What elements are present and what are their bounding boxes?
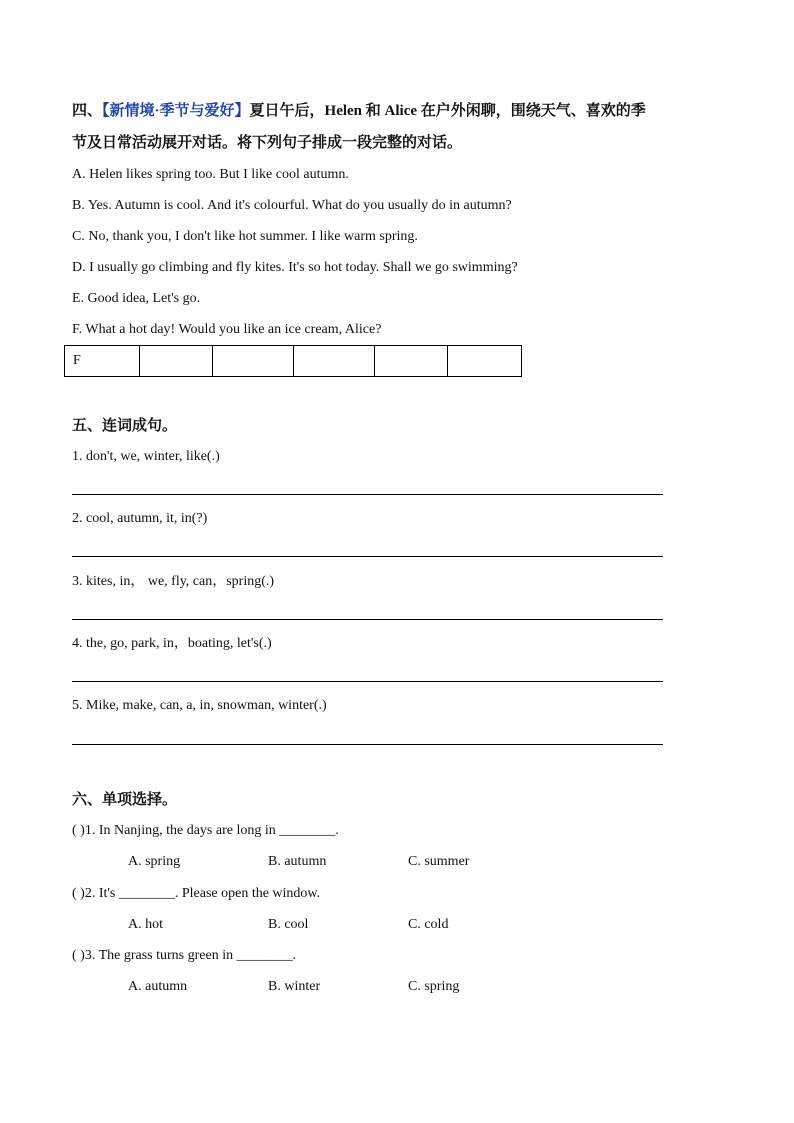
section4-number: 四、	[72, 103, 103, 119]
answer-line-3[interactable]	[72, 619, 663, 620]
question-1-option-b[interactable]: B. autumn	[268, 854, 327, 869]
question-1-option-c[interactable]: C. summer	[408, 854, 470, 869]
section4-heading-line1	[72, 101, 646, 121]
section5-heading: 五、连词成句。	[72, 418, 178, 434]
section6-heading: 六、单项选择。	[72, 792, 178, 808]
sentence-a: A. Helen likes spring too. But I like cool autumn.	[72, 167, 349, 182]
answer-line-5[interactable]	[72, 744, 663, 745]
sentence-c: C. No, thank you, I don't like hot summer. I like warm spring.	[72, 229, 418, 244]
reorder-item-1: 1. don't, we, winter, like(.)	[72, 449, 220, 464]
reorder-item-2: 2. cool, autumn, it, in(?)	[72, 511, 208, 526]
answer-line-2[interactable]	[72, 556, 663, 557]
answer-cell[interactable]	[140, 346, 213, 377]
sentence-b: B. Yes. Autumn is cool. And it's colourful. What do you usually do in autumn?	[72, 198, 512, 213]
question-3-option-c[interactable]: C. spring	[408, 979, 460, 994]
sentence-e: E. Good idea, Let's go.	[72, 291, 201, 306]
question-3-stem: ( )3. The grass turns green in ________.	[72, 948, 297, 963]
section4-heading-line2: 节及日常活动展开对话。将下列句子排成一段完整的对话。	[72, 135, 463, 151]
answer-cell[interactable]	[213, 346, 294, 377]
question-2-option-c[interactable]: C. cold	[408, 917, 449, 932]
answer-cell[interactable]: F	[65, 346, 140, 377]
answer-cell[interactable]	[375, 346, 448, 377]
question-1-option-a[interactable]: A. spring	[128, 854, 181, 869]
question-2-stem: ( )2. It's ________. Please open the window.	[72, 886, 321, 901]
sentence-f: F. What a hot day! Would you like an ice cream, Alice?	[72, 322, 382, 337]
answer-cell[interactable]	[294, 346, 375, 377]
question-2-option-b[interactable]: B. cool	[268, 917, 309, 932]
reorder-item-5: 5. Mike, make, can, a, in, snowman, winter(.)	[72, 698, 327, 713]
question-1-stem: ( )1. In Nanjing, the days are long in ________.	[72, 823, 339, 838]
question-2-option-a[interactable]: A. hot	[128, 917, 163, 932]
answer-line-1[interactable]	[72, 494, 663, 495]
answer-line-4[interactable]	[72, 681, 663, 682]
section4-tag: 【新情境·季节与爱好】	[102, 103, 250, 119]
answer-order-table	[64, 345, 522, 377]
answer-cell[interactable]	[448, 346, 522, 377]
reorder-item-4: 4. the, go, park, in，boating, let's(.)	[72, 636, 272, 651]
sentence-d: D. I usually go climbing and fly kites. It's so hot today. Shall we go swimming?	[72, 260, 518, 275]
question-3-option-b[interactable]: B. winter	[268, 979, 321, 994]
section4-heading-text1: 夏日午后，Helen 和 Alice 在户外闲聊，围绕天气、喜欢的季	[249, 103, 646, 119]
question-3-option-a[interactable]: A. autumn	[128, 979, 188, 994]
reorder-item-3: 3. kites, in， we, fly, can，spring(.)	[72, 574, 275, 589]
